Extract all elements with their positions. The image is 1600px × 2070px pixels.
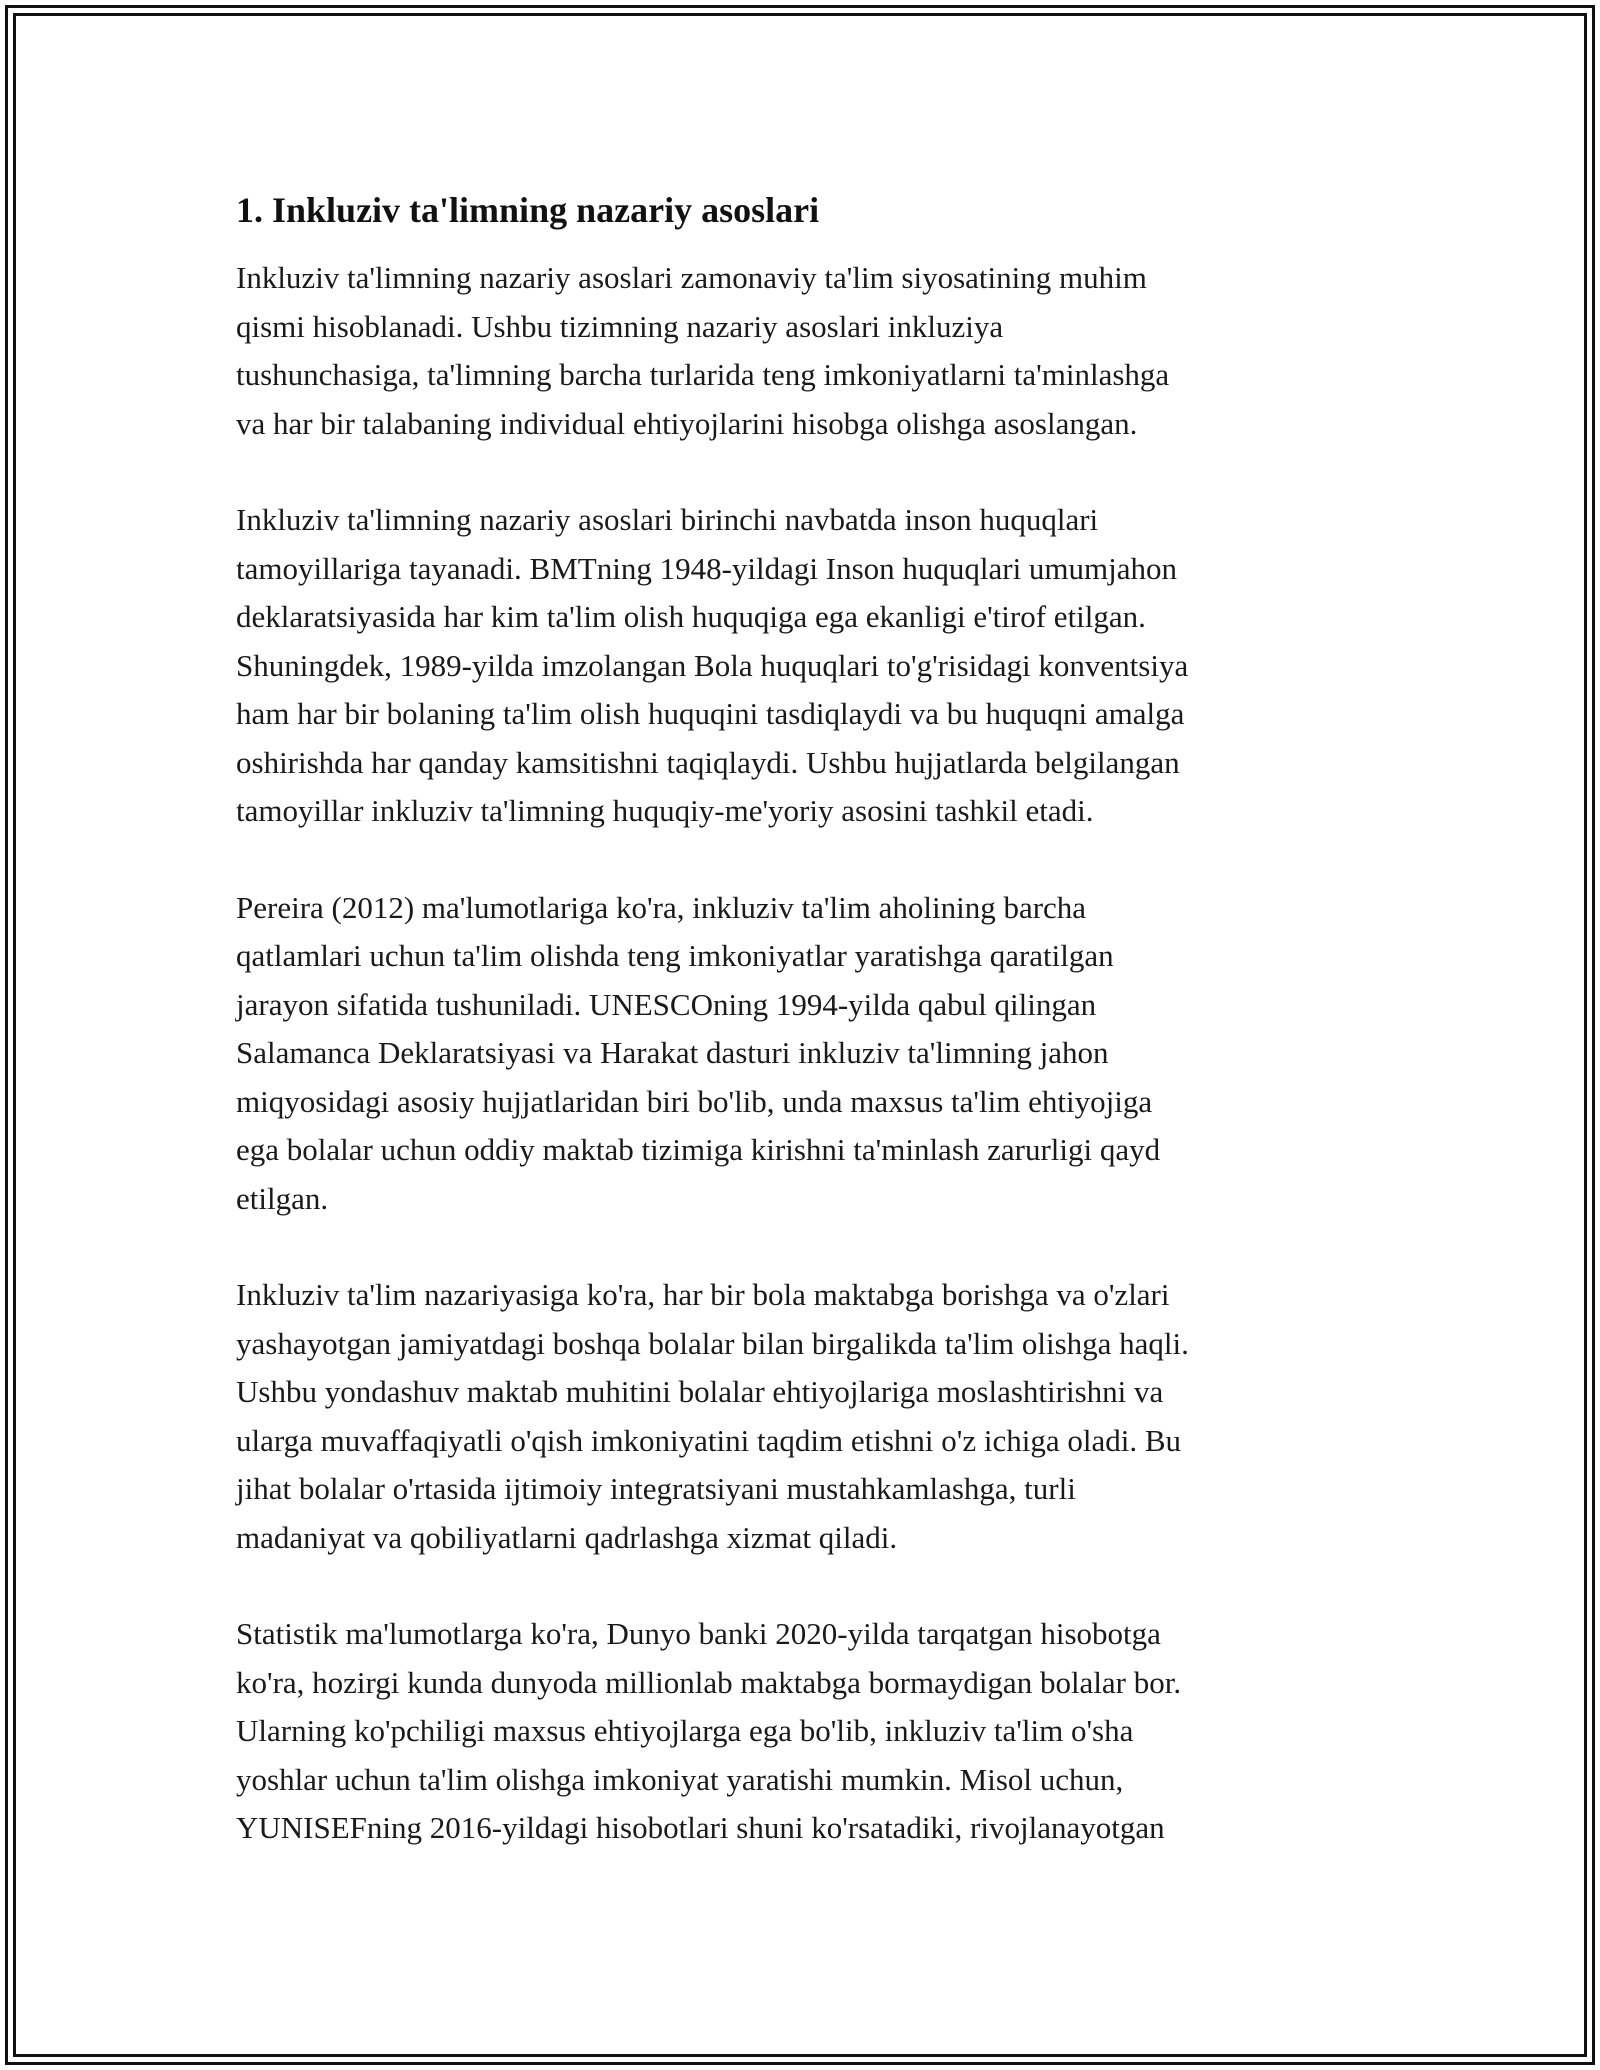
paragraph-line: jarayon sifatida tushuniladi. UNESCOning 1994-yilda qabul qilingan [236,986,1097,1022]
paragraph-line: ham har bir bolaning ta'lim olish huquqini tasdiqlaydi va bu huquqni amalga [236,696,1185,731]
paragraph-line: Inkluziv ta'limning nazariy asoslari birinchi navbatda inson huquqlari [236,502,1099,537]
paragraph-line: tamoyillar inkluziv ta'limning huquqiy-me'yoriy asosini tashkil etadi. [236,793,1094,828]
paragraph-line: qatlamlari uchun ta'lim olishda teng imkoniyatlar yaratishga qaratilgan [236,938,1114,973]
paragraph [236,496,1376,836]
paragraph-line: madaniyat va qobiliyatlarni qadrlashga xizmat qiladi. [236,1519,898,1555]
paragraph-line: tamoyillariga tayanadi. BMTning 1948-yildagi Inson huquqlari umumjahon [236,550,1178,586]
paragraph-line: ko'ra, hozirgi kunda dunyoda millionlab maktabga bormaydigan bolalar bor. [236,1664,1182,1700]
paragraph-line: Inkluziv ta'limning nazariy asoslari zamonaviy ta'lim siyosatining muhim [236,260,1147,295]
paragraph [236,884,1376,1224]
paragraph-list [236,254,1376,1853]
paragraph-line: ularga muvaffaqiyatli o'qish imkoniyatini taqdim etishni o'z ichiga oladi. Bu [236,1422,1182,1458]
paragraph [236,254,1376,448]
section-heading: 1. Inkluziv ta'limning nazariy asoslari [236,190,820,230]
paragraph-line: Pereira (2012) ma'lumotlariga ko'ra, inkluziv ta'lim aholining barcha [236,889,1087,925]
document-body [236,188,1376,1901]
paragraph-line: Salamanca Deklaratsiyasi va Harakat dasturi inkluziv ta'limning jahon [236,1035,1109,1070]
paragraph-line: deklaratsiyasida har kim ta'lim olish huquqiga ega ekanligi e'tirof etilgan. [236,599,1146,634]
paragraph-line: jihat bolalar o'rtasida ijtimoiy integratsiyani mustahkamlashga, turli [236,1471,1076,1506]
paragraph-line: va har bir talabaning individual ehtiyojlarini hisobga olishga asoslangan. [236,405,1138,441]
paragraph-line: YUNISEFning 2016-yildagi hisobotlari shuni ko'rsatadiki, rivojlanayotgan [236,1810,1165,1845]
paragraph [236,1610,1376,1853]
paragraph-line: Inkluziv ta'lim nazariyasiga ko'ra, har bir bola maktabga borishga va o'zlari [236,1277,1170,1312]
paragraph-line: oshirishda har qanday kamsitishni taqiqlaydi. Ushbu hujjatlarda belgilangan [236,744,1180,780]
paragraph-line: Ularning ko'pchiligi maxsus ehtiyojlarga ega bo'lib, inkluziv ta'lim o'sha [236,1713,1134,1748]
paragraph-line: ega bolalar uchun oddiy maktab tizimiga kirishni ta'minlash zarurligi qayd [236,1132,1161,1167]
paragraph-line: yoshlar uchun ta'lim olishga imkoniyat yaratishi mumkin. Misol uchun, [236,1761,1124,1797]
paragraph-line: Ushbu yondashuv maktab muhitini bolalar ehtiyojlariga moslashtirishni va [236,1374,1164,1409]
paragraph-line: Shuningdek, 1989-yilda imzolangan Bola huquqlari to'g'risidagi konventsiya [236,647,1189,683]
paragraph-line: miqyosidagi asosiy hujjatlaridan biri bo'lib, unda maxsus ta'lim ehtiyojiga [236,1083,1153,1119]
paragraph-line: tushunchasiga, ta'limning barcha turlarida teng imkoniyatlarni ta'minlashga [236,357,1170,392]
paragraph-line: etilgan. [236,1180,329,1216]
paragraph-line: qismi hisoblanadi. Ushbu tizimning nazariy asoslari inkluziya [236,308,1004,344]
paragraph-line: yashayotgan jamiyatdagi boshqa bolalar bilan birgalikda ta'lim olishga haqli. [236,1325,1189,1361]
paragraph-line: Statistik ma'lumotlarga ko'ra, Dunyo banki 2020-yilda tarqatgan hisobotga [236,1616,1161,1651]
paragraph [236,1271,1376,1562]
